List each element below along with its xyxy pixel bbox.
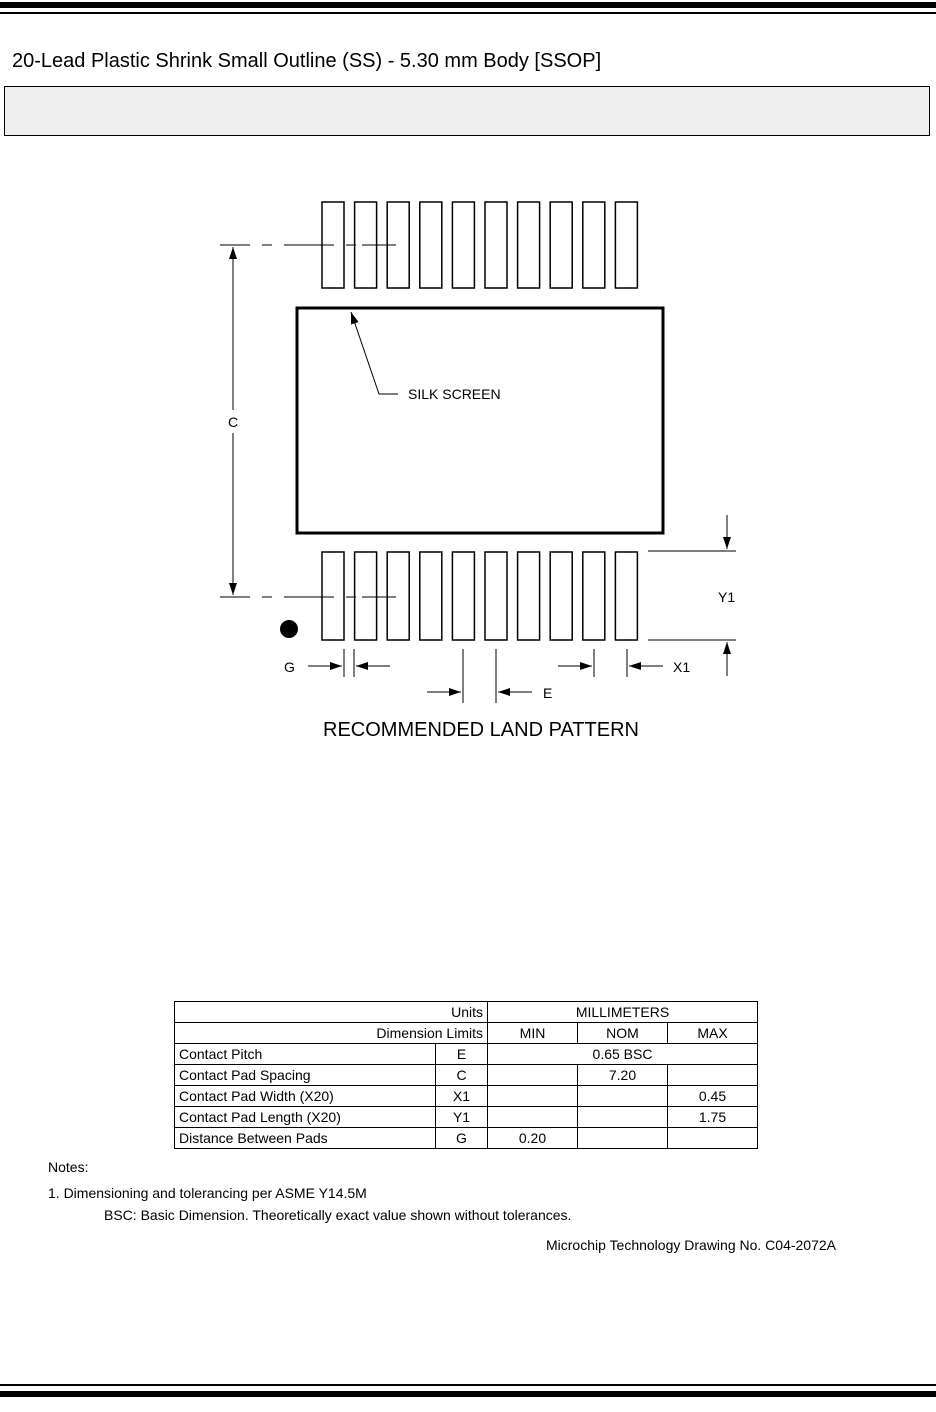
dimension-c xyxy=(220,245,396,597)
dimension-x1 xyxy=(558,649,663,677)
contact-pad xyxy=(518,202,540,288)
row-symbol: Y1 xyxy=(436,1107,488,1128)
contact-pad xyxy=(452,202,474,288)
table-row xyxy=(175,1023,758,1044)
page-title: 20-Lead Plastic Shrink Small Outline (SS) - 5.30 mm Body [SSOP] xyxy=(12,50,602,72)
contact-pad xyxy=(583,552,605,640)
contact-pad xyxy=(420,552,442,640)
table-row xyxy=(175,1065,758,1086)
drawing-number: Microchip Technology Drawing No. C04-2072A xyxy=(546,1237,837,1253)
table-row xyxy=(175,1002,758,1023)
dimension-g-label: G xyxy=(284,659,295,675)
row-symbol: E xyxy=(436,1044,488,1065)
row-nom xyxy=(578,1128,668,1149)
row-name: Contact Pad Length (X20) xyxy=(175,1107,436,1128)
table-row xyxy=(175,1044,758,1065)
contact-pad xyxy=(615,552,637,640)
row-symbol: G xyxy=(436,1128,488,1149)
row-name: Contact Pitch xyxy=(175,1044,436,1065)
row-max xyxy=(668,1128,758,1149)
contact-pad xyxy=(550,202,572,288)
contact-pad xyxy=(550,552,572,640)
dimension-limits-label: Dimension Limits xyxy=(175,1023,488,1044)
row-min: 0.20 xyxy=(488,1128,578,1149)
dimension-g xyxy=(308,649,390,677)
row-name: Contact Pad Spacing xyxy=(175,1065,436,1086)
min-header: MIN xyxy=(488,1023,578,1044)
land-pattern-title: RECOMMENDED LAND PATTERN xyxy=(323,719,639,741)
silk-screen-leader xyxy=(351,312,398,394)
row-min xyxy=(488,1065,578,1086)
row-name: Distance Between Pads xyxy=(175,1128,436,1149)
table-row xyxy=(175,1128,758,1149)
max-header: MAX xyxy=(668,1023,758,1044)
bottom-rule-thick xyxy=(0,1391,936,1397)
dimension-c-label: C xyxy=(227,414,239,430)
row-min xyxy=(488,1086,578,1107)
dimension-e xyxy=(427,649,532,703)
dimension-y1-label: Y1 xyxy=(718,589,736,605)
row-nom xyxy=(578,1107,668,1128)
contact-pad xyxy=(387,552,409,640)
table-row xyxy=(175,1086,758,1107)
row-min xyxy=(488,1107,578,1128)
row-symbol: X1 xyxy=(436,1086,488,1107)
contact-pad xyxy=(322,552,344,640)
pin-one-marker xyxy=(280,620,298,638)
notes-heading: Notes: xyxy=(48,1159,89,1175)
contact-pad xyxy=(583,202,605,288)
row-max: 1.75 xyxy=(668,1107,758,1128)
contact-pad xyxy=(485,552,507,640)
units-label: Units xyxy=(175,1002,488,1023)
contact-pad xyxy=(420,202,442,288)
table-row xyxy=(175,1107,758,1128)
note-line-2: BSC: Basic Dimension. Theoretically exact value shown without tolerances. xyxy=(104,1207,572,1223)
package-body-outline xyxy=(297,308,663,533)
contact-pad xyxy=(518,552,540,640)
units-value: MILLIMETERS xyxy=(488,1002,758,1023)
contact-pad xyxy=(615,202,637,288)
bottom-pad-row xyxy=(322,552,637,640)
row-nom xyxy=(578,1086,668,1107)
row-max xyxy=(668,1065,758,1086)
row-nom: 7.20 xyxy=(578,1065,668,1086)
contact-pad xyxy=(355,552,377,640)
bottom-rule-thin xyxy=(0,1384,936,1386)
row-max: 0.45 xyxy=(668,1086,758,1107)
row-name: Contact Pad Width (X20) xyxy=(175,1086,436,1107)
row-merged-value: 0.65 BSC xyxy=(488,1044,758,1065)
contact-pad xyxy=(452,552,474,640)
contact-pad xyxy=(485,202,507,288)
nom-header: NOM xyxy=(578,1023,668,1044)
note-line-1: 1. Dimensioning and tolerancing per ASME Y14.5M xyxy=(48,1185,367,1201)
dimension-table xyxy=(174,1001,758,1149)
silk-screen-label: SILK SCREEN xyxy=(408,386,501,402)
dimension-x1-label: X1 xyxy=(673,659,691,675)
dimension-e-label: E xyxy=(543,685,553,701)
row-symbol: C xyxy=(436,1065,488,1086)
